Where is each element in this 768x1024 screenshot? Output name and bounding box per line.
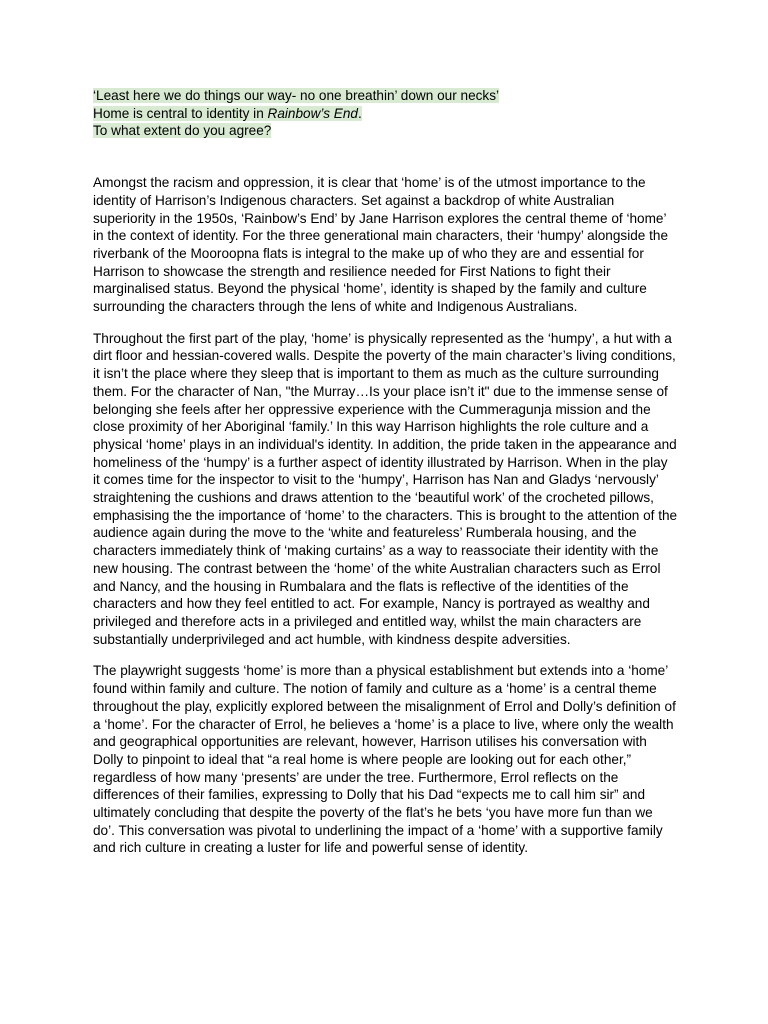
essay-paragraph-body-2: The playwright suggests ‘home’ is more than a physical establishment but extends into a ‘home’ found within family and culture. The notion of family and culture as a ‘home’ is a central theme throughout the play, explicitly explored between the misalignment of Errol and Dolly’s definition of a ‘home’. For the character of Errol, he believes a ‘home’ is a place to live, where only the wealth and geographical opportunities are relevant, however, Harrison utilises his conversation with Dolly to pinpoint to ideal that “a real home is where people are looking out for each other,” regardless of how many ‘presents’ are under the tree. Furthermore, Errol reflects on the differences of their families, expressing to Dolly that his Dad “expects me to call him sir” and ultimately concluding that despite the poverty of the flat’s he bets ‘you have more fun than we do’. This conversation was pivotal to underlining the impact of a ‘home’ with a supportive family and rich culture in creating a luster for life and powerful sense of identity. [93,663,676,856]
prompt-statement-suffix: . [357,105,362,121]
prompt-quote: ‘Least here we do things our way- no one breathin’ down our necks’ [93,88,500,103]
prompt-statement-line [93,105,678,123]
prompt-question: To what extent do you agree? [93,123,272,139]
essay-paragraph-body-1: Throughout the first part of the play, ‘home’ is physically represented as the ‘humpy’, a hut with a dirt floor and hessian-covered walls. Despite the poverty of the main character’s living conditions, it isn’t the place where they sleep that is important to them as much as the culture surrounding them. For the character of Nan, "the Murray…Is your place isn’t it" due to the immense sense of belonging she feels after her oppressive experience with the Cummeragunja mission and the close proximity of her Aboriginal ‘family.’ In this way Harrison highlights the role culture and a physical ‘home’ plays in an individual's identity. In addition, the pride taken in the appearance and homeliness of the ‘humpy’ is a further aspect of identity illustrated by Harrison. When in the play it comes time for the inspector to visit to the ‘humpy’, Harrison has Nan and Gladys ‘nervously’ straightening the cushions and draws attention to the ‘beautiful work’ of the crocheted pillows, emphasising the the importance of ‘home’ to the characters. This is brought to the attention of the audience again during the move to the ‘white and featureless’ Rumberala housing, and the characters immediately think of ‘making curtains’ as a way to reassociate their identity with the new housing. The contrast between the ‘home’ of the white Australian characters such as Errol and Nancy, and the housing in Rumbalara and the flats is reflective of the identities of the characters and how they feel entitled to act. For example, Nancy is portrayed as wealthy and privileged and therefore acts in a privileged and entitled way, whilst the main characters are substantially underprivileged and act humble, with kindness despite adversities. [93,330,678,647]
prompt-quote-line [93,87,678,105]
essay-paragraph-introduction: Amongst the racism and oppression, it is clear that ‘home’ is of the utmost importance to the identity of Harrison’s Indigenous characters. Set against a backdrop of white Australian superiority in the 1950s, ‘Rainbow’s End’ by Jane Harrison explores the central theme of ‘home’ in the context of identity. For the three generational main characters, their ‘humpy’ alongside the riverbank of the Mooroopna flats is integral to the make up of who they are and essential for Harrison to showcase the strength and resilience needed for First Nations to fight their marginalised status. Beyond the physical ‘home’, identity is shaped by the family and culture surrounding the characters through the lens of white and Indigenous Australians. [93,175,669,315]
prompt-statement-title: Rainbow’s End [267,105,358,121]
prompt-statement-prefix: Home is central to identity in [93,105,268,121]
prompt-question-line [93,122,678,140]
prompt-statement [93,106,362,121]
document-body [93,87,678,871]
essay-prompt [93,87,678,140]
